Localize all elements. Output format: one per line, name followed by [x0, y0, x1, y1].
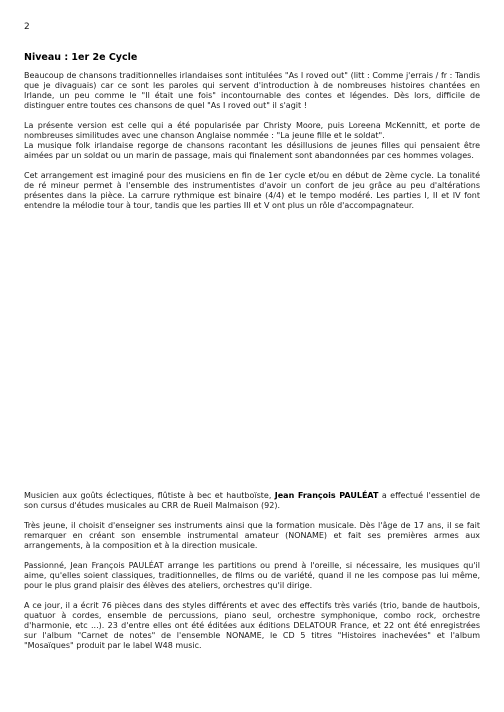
bio-paragraph: [24, 491, 480, 511]
intro-paragraph: Beaucoup de chansons traditionnelles irlandaises sont intitulées "As I roved out" (litt : Comme j'errais / fr : Tandis que je divaguais) car ce sont les paroles qui servent d'introduction à de nombreuses histoires chantées en Irlande, un peu comme le "Il était une fois" incontournable des contes et légendes. Dès lors, difficile de distinguer entre toutes ces chansons de quel "As I roved out" il s'agit !: [24, 71, 480, 110]
bio-paragraph: A ce jour, il a écrit 76 pièces dans des styles différents et avec des effectifs très variés (trio, bande de hautbois, quatuor à cordes, ensemble de percussions, piano seul, orchestre symphonique, combo rock, orchestre d'harmonie, etc ...). 23 d'entre elles ont été éditées aux éditions DELATOUR France, et 22 ont été enregistrées sur l'album "Carnet de notes" de l'ensemble NONAME, le CD 5 titres "Histoires inachevées" et l'album "Mosaïques" produit par le label W48 music.: [24, 601, 480, 650]
bio-paragraph: Passionné, Jean François PAULÉAT arrange les partitions ou prend à l'oreille, si nécessaire, les musiques qu'il aime, qu'elles soient classiques, traditionnelles, de films ou de variété, quand il ne les compose pas lui même, pour le plus grand plaisir des élèves des ateliers, orchestres qu'il dirige.: [24, 561, 480, 590]
page-number: 2: [24, 22, 30, 32]
intro-paragraph: La présente version est celle qui a été popularisée par Christy Moore, puis Loreena McKennitt, et porte de nombreuses similitudes avec une chanson Anglaise nommée : "La jeune fille et le soldat".: [24, 121, 480, 140]
bio-text: Musicien aux goûts éclectiques, flûtiste à bec et hautboïste,: [24, 491, 275, 500]
bio-text: a effectué l'essentiel de son cursus d'études musicales au CRR de Rueil Malmaison (92).: [24, 491, 480, 510]
intro-section: [24, 71, 480, 211]
intro-paragraph: La musique folk irlandaise regorge de chansons racontant les désillusions de jeunes filles qui pensaient être aimées par un soldat ou un marin de passage, mais qui finalement sont abandonnées par ces hommes volages.: [24, 141, 480, 160]
composer-name: Jean François PAULÉAT: [274, 491, 379, 500]
biography-section: [24, 491, 480, 651]
level-heading: Niveau : 1er 2e Cycle: [24, 52, 138, 63]
intro-paragraph: Cet arrangement est imaginé pour des musiciens en fin de 1er cycle et/ou en début de 2ème cycle. La tonalité de ré mineur permet à l'ensemble des instrumentistes d'avoir un confort de jeu grâce au peu d'altérations présentes dans la pièce. La carrure rythmique est binaire (4/4) et le tempo modéré. Les parties I, II et IV font entendre la mélodie tour à tour, tandis que les parties III et V ont plus un rôle d'accompagnateur.: [24, 171, 480, 210]
bio-paragraph: Très jeune, il choisit d'enseigner ses instruments ainsi que la formation musicale. Dès l'âge de 17 ans, il se fait remarquer en créant son ensemble instrumental amateur (NONAME) et fait ses premières armes aux arrangements, à la composition et à la direction musicale.: [24, 521, 480, 550]
